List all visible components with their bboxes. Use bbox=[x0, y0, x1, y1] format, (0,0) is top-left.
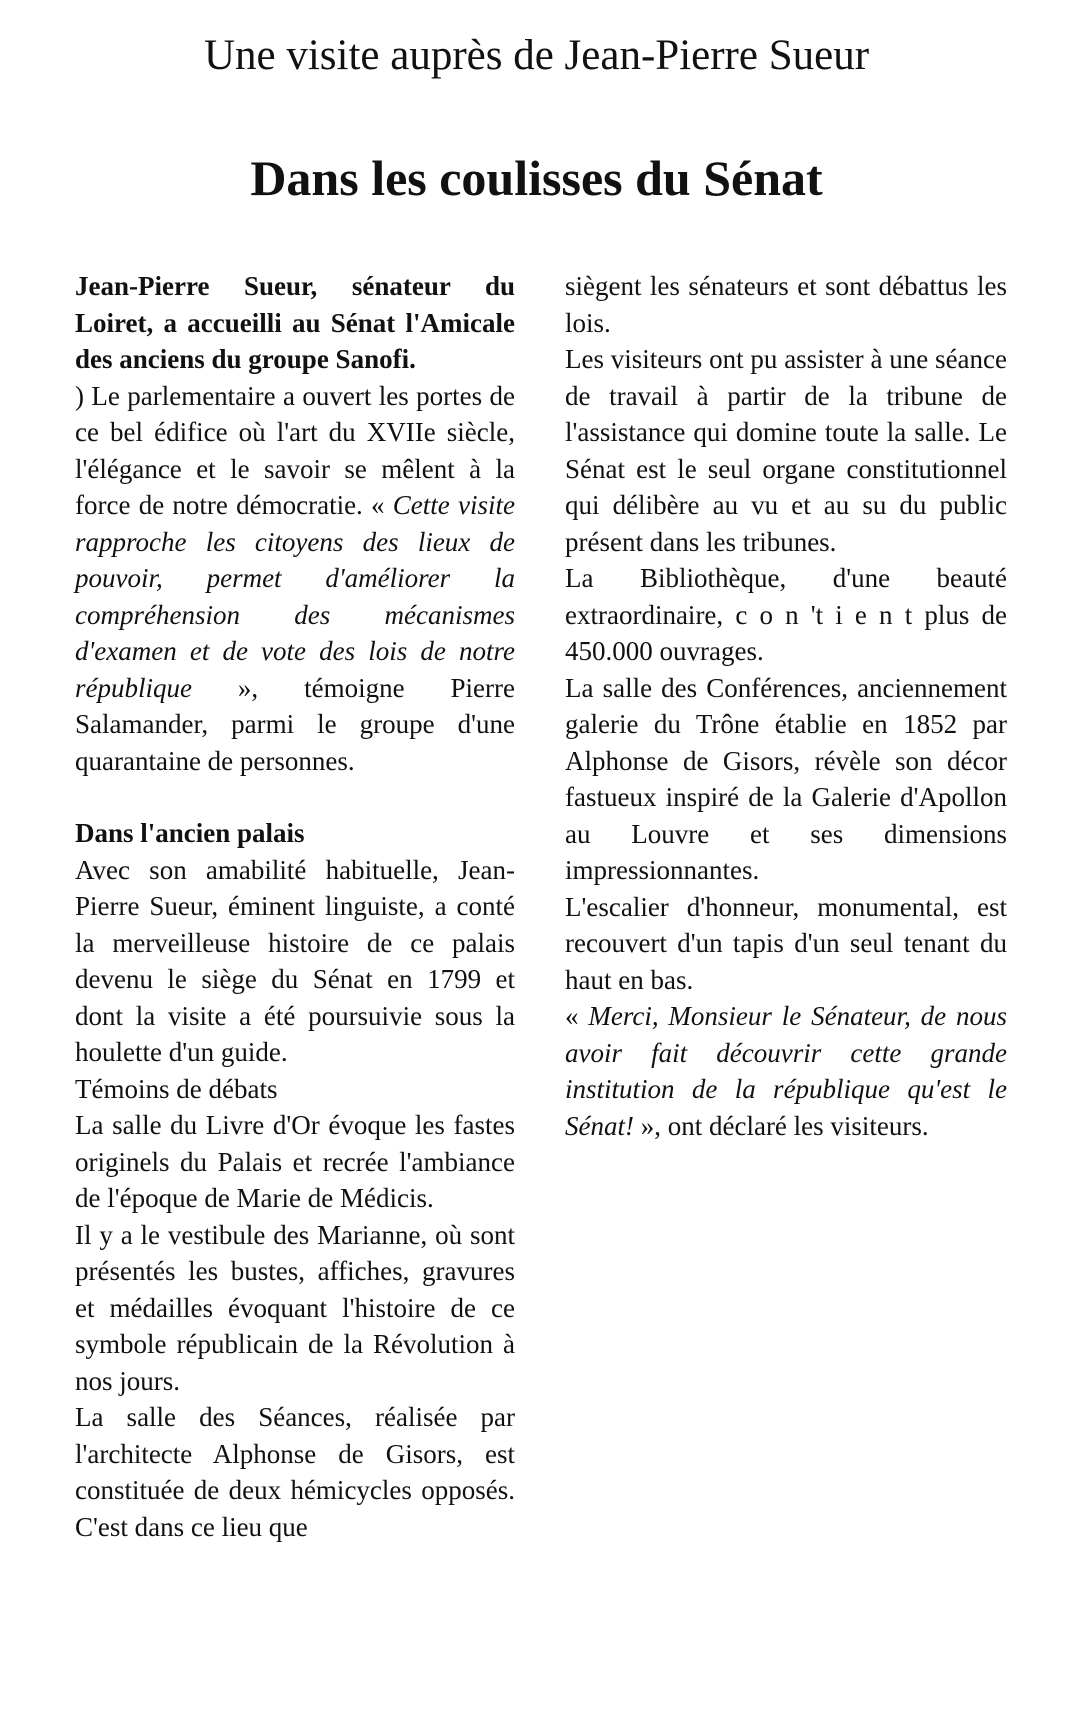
article-column-left bbox=[75, 268, 515, 1545]
body-paragraph: La salle des Conférences, anciennement galerie du Trône établie en 1852 par Alphonse de Gisors, révèle son décor fastueux inspiré de la Galerie d'Apollon au Louvre et ses dimensions impressionnantes. bbox=[565, 672, 1007, 885]
body-paragraph bbox=[75, 378, 515, 780]
closing-quote-paragraph bbox=[565, 998, 1007, 1144]
body-paragraph: Avec son amabilité habituelle, Jean-Pierre Sueur, éminent linguiste, a conté la merveilleuse histoire de ce palais devenu le siège du Sénat en 1799 et dont la visite a été poursuivie sous la houlette d'un guide. bbox=[75, 854, 515, 1067]
headline: Dans les coulisses du Sénat bbox=[250, 150, 823, 206]
body-paragraph: La salle du Livre d'Or évoque les fastes originels du Palais et recrée l'ambiance de l'époque de Marie de Médicis. bbox=[75, 1110, 515, 1213]
body-paragraph: La salle des Séances, réalisée par l'architecte Alphonse de Gisors, est constituée de deux hémicycles opposés. C'est dans ce lieu que bbox=[75, 1402, 515, 1542]
text-run: ) Le parlementaire a ouvert les portes de ce bel édifice où l'art du XVIIe siècle, l'élégance et le savoir se mêlent à la force de notre démocratie. « bbox=[75, 380, 515, 520]
subheading: Dans l'ancien palais bbox=[75, 818, 305, 848]
subheading-plain: Témoins de débats bbox=[75, 1073, 278, 1104]
quote-text: Merci, Monsieur le Sénateur, de nous avoir fait découvrir cette grande institution de la république qu'est le Sénat! bbox=[565, 1001, 1008, 1141]
article-column-right bbox=[565, 268, 1007, 1144]
body-paragraph: Les visiteurs ont pu assister à une séance de travail à partir de la tribune de l'assistance qui domine toute la salle. Le Sénat est le seul organe constitutionnel qui délibère au vu et au su du public présent dans les tribunes. bbox=[565, 344, 1007, 557]
body-paragraph: siègent les sénateurs et sont débattus les lois. bbox=[565, 271, 1007, 338]
body-paragraph: Il y a le vestibule des Marianne, où sont présentés les bustes, affiches, gravures et médailles évoquant l'histoire de ce symbole républicain de la Révolution à nos jours. bbox=[75, 1219, 515, 1396]
quote-text: Cette visite rapproche les citoyens des lieux de pouvoir, permet d'améliorer la compréhension des mécanismes d'examen et de vote des lois de notre république bbox=[75, 490, 515, 703]
text-run: », témoigne Pierre Salamander, parmi le groupe d'une quarantaine de personnes. bbox=[75, 672, 515, 776]
text-run: « bbox=[565, 1001, 589, 1031]
body-paragraph: L'escalier d'honneur, monumental, est recouvert d'un tapis d'un seul tenant du haut en bas. bbox=[565, 891, 1007, 995]
lede-paragraph: Jean-Pierre Sueur, sénateur du Loiret, a accueilli au Sénat l'Amicale des anciens du groupe Sanofi. bbox=[75, 271, 515, 374]
body-paragraph: La Bibliothèque, d'une beauté extraordinaire, c o n 't i e n t plus de 450.000 ouvrages. bbox=[565, 563, 1007, 666]
text-run: », ont déclaré les visiteurs. bbox=[633, 1110, 929, 1141]
kicker-title: Une visite auprès de Jean-Pierre Sueur bbox=[203, 32, 870, 79]
